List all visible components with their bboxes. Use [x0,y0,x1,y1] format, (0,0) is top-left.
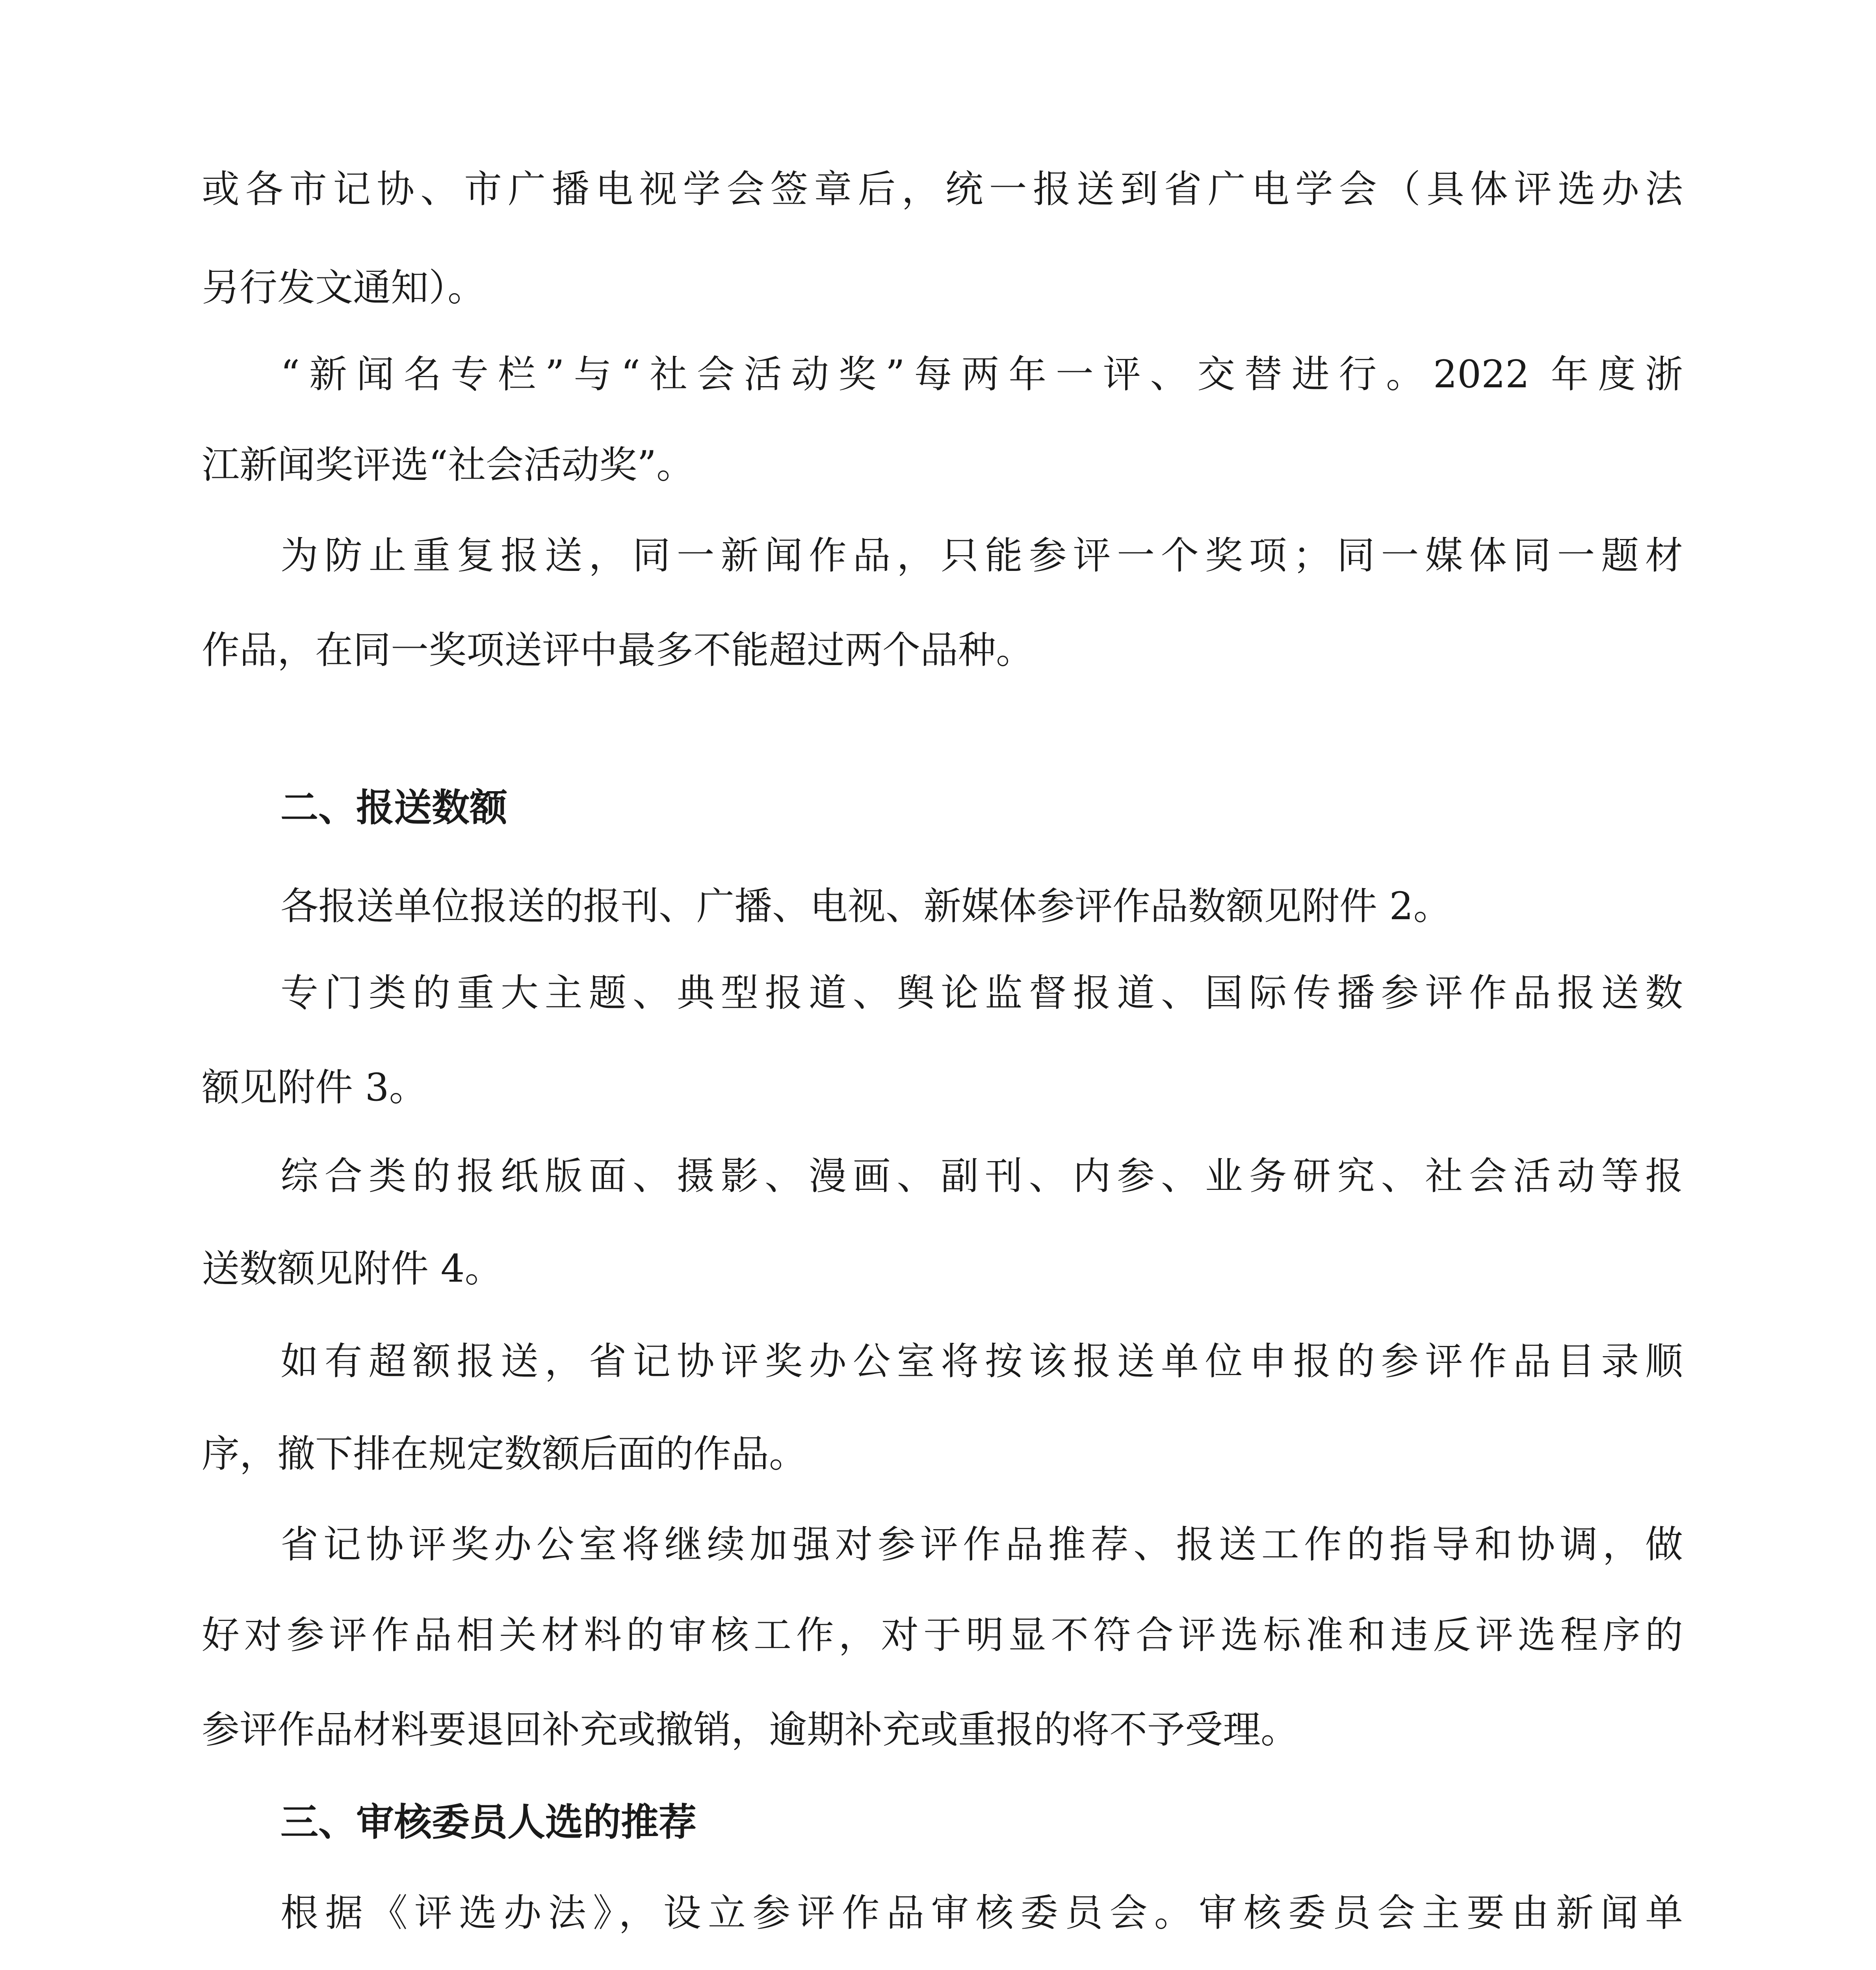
paragraph-line: 省记协评奖办公室将继续加强对参评作品推荐、报送工作的指导和协调，做 [280,1522,1683,1567]
paragraph-line: 或各市记协、市广播电视学会签章后，统一报送到省广电学会（具体评选办法 [202,167,1683,211]
paragraph-line: 额见附件 3。 [202,1065,427,1110]
paragraph-line: 如有超额报送，省记协评奖办公室将按该报送单位申报的参评作品目录顺 [280,1339,1683,1383]
paragraph-line: 各报送单位报送的报刊、广播、电视、新媒体参评作品数额见附件 2。 [280,884,1451,928]
paragraph-line: “新闻名专栏”与“社会活动奖”每两年一评、交替进行。2022 年度浙 [280,352,1683,396]
paragraph-line: 专门类的重大主题、典型报道、舆论监督报道、国际传播参评作品报送数 [280,971,1683,1015]
paragraph-line: 综合类的报纸版面、摄影、漫画、副刊、内参、业务研究、社会活动等报 [280,1154,1683,1198]
paragraph-line: 根据《评选办法》，设立参评作品审核委员会。审核委员会主要由新闻单 [280,1891,1683,1935]
section-heading: 三、审核委员人选的推荐 [280,1800,697,1844]
paragraph-line: 作品，在同一奖项送评中最多不能超过两个品种。 [202,628,1034,672]
paragraph-line: 参评作品材料要退回补充或撤销，逾期补充或重报的将不予受理。 [202,1708,1298,1752]
paragraph-line: 江新闻奖评选“社会活动奖”。 [202,443,695,487]
paragraph-line: 另行发文通知）。 [202,266,485,310]
paragraph-line: 为防止重复报送，同一新闻作品，只能参评一个奖项；同一媒体同一题材 [280,533,1683,578]
paragraph-line: 好对参评作品相关材料的审核工作，对于明显不符合评选标准和违反评选程序的 [202,1613,1683,1657]
paragraph-line: 序，撤下排在规定数额后面的作品。 [202,1432,807,1476]
paragraph-line: 送数额见附件 4。 [202,1247,503,1291]
section-heading: 二、报送数额 [280,786,507,830]
